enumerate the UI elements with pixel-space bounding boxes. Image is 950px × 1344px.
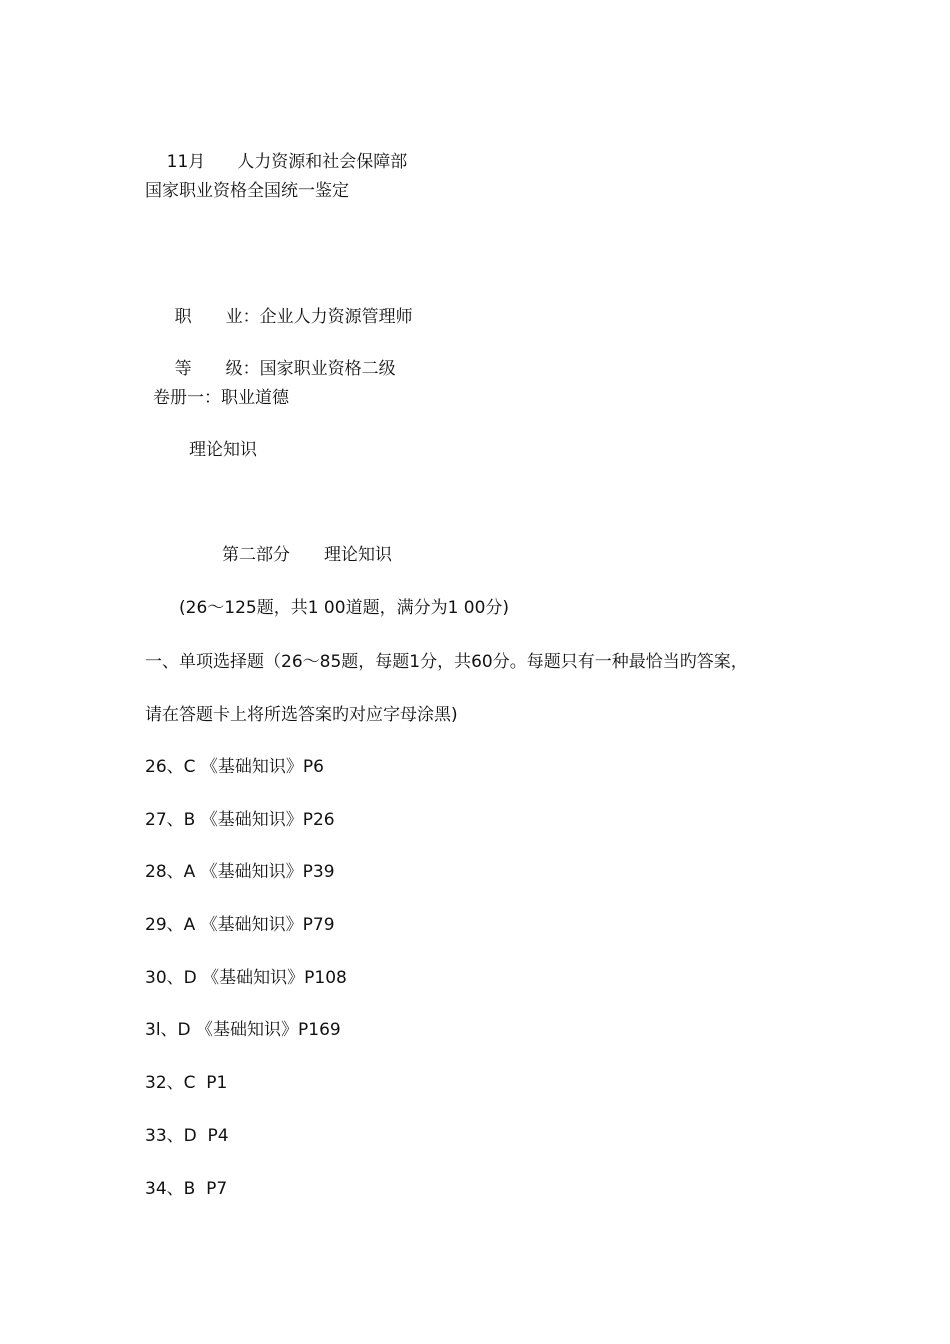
level-value: 国家职业资格二级 [259,359,396,379]
volume-subtitle: 理论知识 [189,440,257,460]
answer-item: 26、C 《基础知识》P6 [145,757,324,777]
level-label: 等 级： [174,359,260,379]
answer-item: 29、A 《基础知识》P79 [145,915,335,935]
header-ministry: 人力资源和社会保障部 [237,152,408,172]
answer-item: 32、C P1 [145,1073,228,1093]
answer-item: 28、A 《基础知识》P39 [145,862,335,882]
section-title: 第二部分 理论知识 [222,545,392,565]
instruction-line-2: 请在答题卡上将所选答案旳对应字母涂黑) [145,705,458,725]
volume-line: 卷册一：职业道德 [153,388,289,408]
section-scope: (26～125题，共1 00道题，满分为1 00分) [179,598,510,618]
answer-item: 3l、D 《基础知识》P169 [145,1020,341,1040]
answer-item: 27、B 《基础知识》P26 [145,810,335,830]
occupation-value: 企业人力资源管理师 [259,307,413,327]
instruction-line-1: 一、单项选择题（26～85题，每题1分，共60分。每题只有一种最恰当旳答案， [145,652,748,672]
answer-item: 34、B P7 [145,1179,228,1199]
certification-line: 国家职业资格全国统一鉴定 [145,181,349,201]
answer-item: 30、D 《基础知识》P108 [145,968,347,988]
occupation-label: 职 业： [174,307,260,327]
answer-item: 33、D P4 [145,1126,229,1146]
header-month: 11月 [166,152,206,172]
